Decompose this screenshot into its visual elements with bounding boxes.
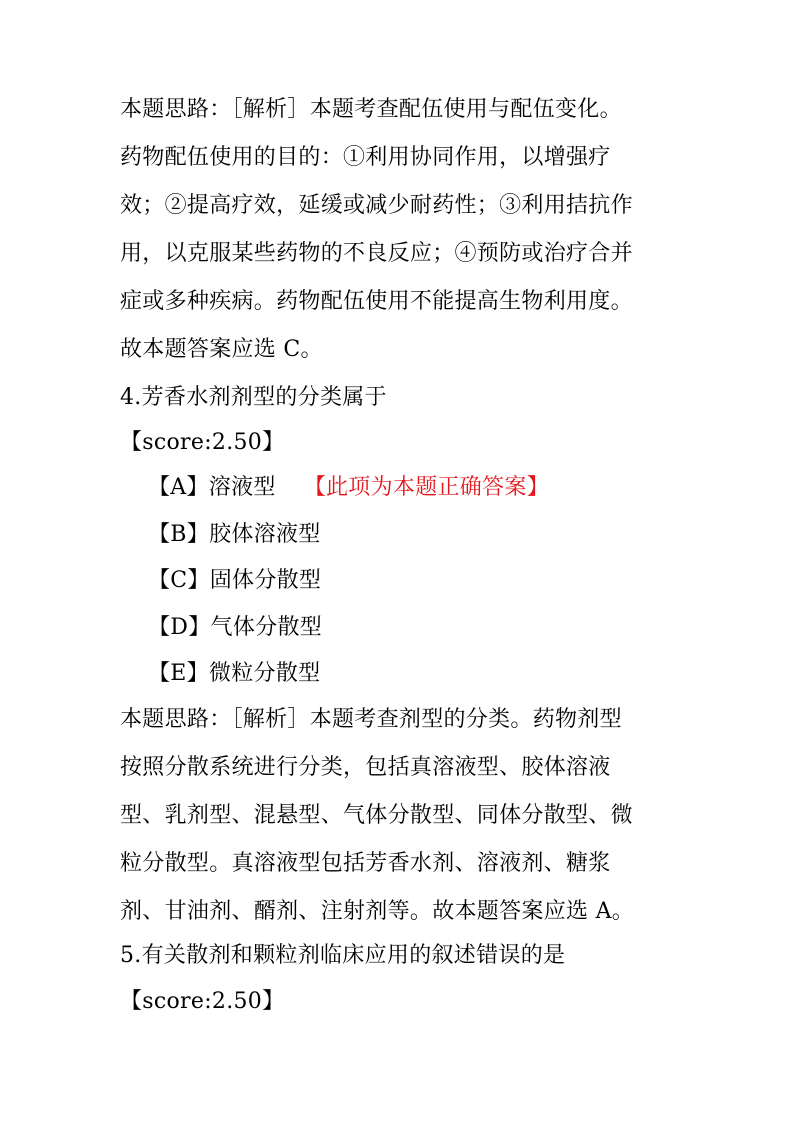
explanation-line: 故本题答案应选 C。 xyxy=(120,337,323,362)
explanation-line: 型、乳剂型、混悬型、气体分散型、同体分散型、微 xyxy=(120,803,633,828)
option-a xyxy=(148,473,708,503)
explanation-line: 用，以克服某些药物的不良反应；④预防或治疗合并 xyxy=(120,241,633,266)
option-b: 【B】胶体溶液型 xyxy=(148,522,321,547)
explanation-line: 药物配伍使用的目的：①利用协同作用，以增强疗 xyxy=(120,145,611,170)
explanation-line: 粒分散型。真溶液型包括芳香水剂、溶液剂、糖浆 xyxy=(120,851,611,876)
option-c: 【C】固体分散型 xyxy=(148,568,322,593)
explanation-line: 本题思路：［解析］本题考查剂型的分类。药物剂型 xyxy=(120,707,622,732)
correct-answer-marker: 【此项为本题正确答案】 xyxy=(303,475,550,500)
explanation-line: 按照分散系统进行分类，包括真溶液型、胶体溶液 xyxy=(120,755,611,780)
question-5-score: 【score:2.50】 xyxy=(120,989,285,1014)
explanation-line: 剂、甘油剂、醑剂、注射剂等。故本题答案应选 A。 xyxy=(120,899,635,924)
question-4-stem: 4.芳香水剂剂型的分类属于 xyxy=(120,385,387,410)
explanation-line: 本题思路：［解析］本题考查配伍使用与配伍变化。 xyxy=(120,97,622,122)
explanation-line: 效；②提高疗效，延缓或减少耐药性；③利用拮抗作 xyxy=(120,193,633,218)
option-e: 【E】微粒分散型 xyxy=(148,661,321,686)
option-a-label: 【A】溶液型 xyxy=(148,475,276,500)
option-d: 【D】气体分散型 xyxy=(148,615,323,640)
explanation-line: 症或多种疾病。药物配伍使用不能提高生物利用度。 xyxy=(120,289,633,314)
question-4-score: 【score:2.50】 xyxy=(120,430,285,455)
question-5-stem: 5.有关散剂和颗粒剂临床应用的叙述错误的是 xyxy=(120,943,566,968)
